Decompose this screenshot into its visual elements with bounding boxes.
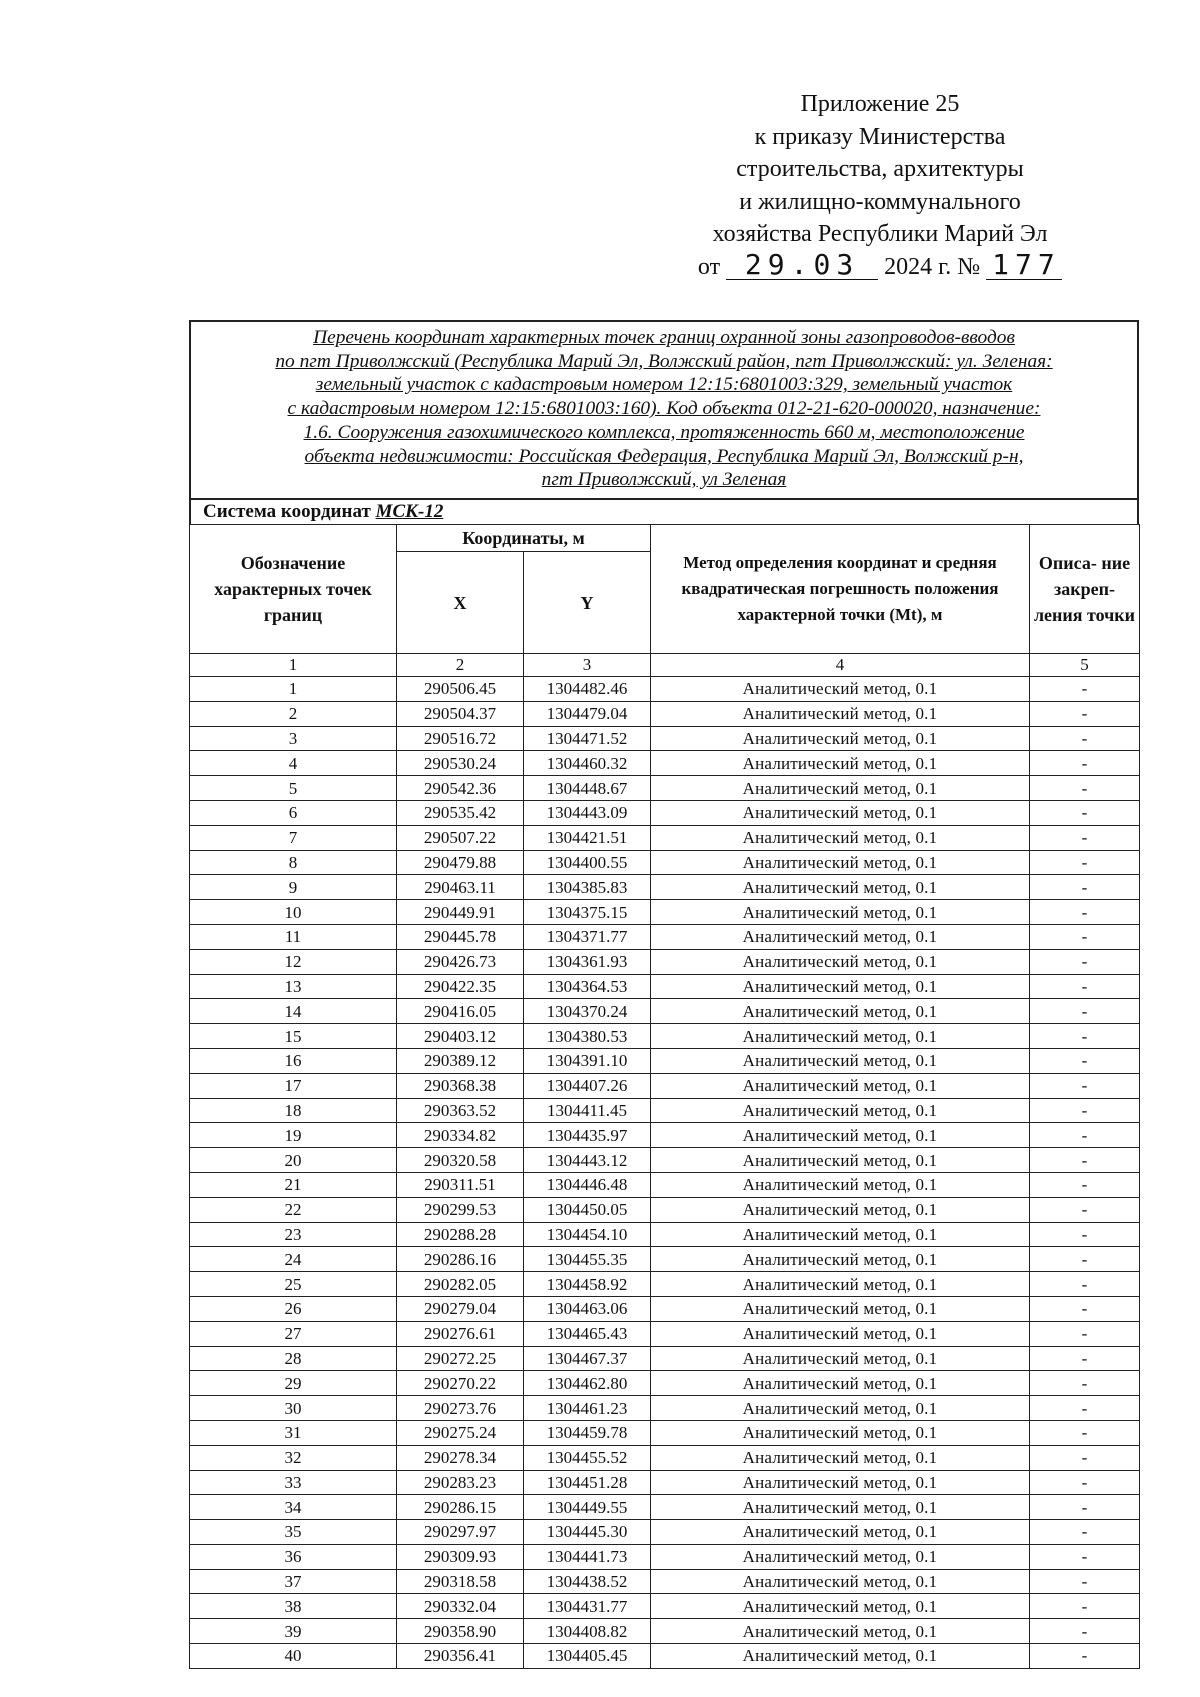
method: Аналитический метод, 0.1: [651, 1272, 1030, 1297]
fixation-description: -: [1030, 1148, 1140, 1173]
point-id: 23: [190, 1222, 397, 1247]
fixation-description: -: [1030, 1073, 1140, 1098]
column-number: 1: [190, 654, 397, 677]
fixation-description: -: [1030, 1445, 1140, 1470]
table-row: [190, 999, 1140, 1024]
coord-x: 290332.04: [397, 1594, 524, 1619]
fixation-description: -: [1030, 701, 1140, 726]
coord-y: 1304471.52: [524, 726, 651, 751]
table-row: [190, 1346, 1140, 1371]
fixation-description: -: [1030, 677, 1140, 702]
method: Аналитический метод, 0.1: [651, 701, 1030, 726]
table-row: [190, 900, 1140, 925]
coord-y: 1304421.51: [524, 825, 651, 850]
table-row: [190, 1048, 1140, 1073]
fixation-description: -: [1030, 776, 1140, 801]
table-row: [190, 1594, 1140, 1619]
method: Аналитический метод, 0.1: [651, 1296, 1030, 1321]
point-id: 2: [190, 701, 397, 726]
coord-x: 290283.23: [397, 1470, 524, 1495]
coord-y: 1304405.45: [524, 1644, 651, 1669]
coord-x: 290272.25: [397, 1346, 524, 1371]
method: Аналитический метод, 0.1: [651, 1470, 1030, 1495]
coord-y: 1304446.48: [524, 1172, 651, 1197]
point-id: 14: [190, 999, 397, 1024]
table-row: [190, 1569, 1140, 1594]
fixation-description: -: [1030, 1520, 1140, 1545]
coord-y: 1304370.24: [524, 999, 651, 1024]
method: Аналитический метод, 0.1: [651, 1594, 1030, 1619]
coord-y: 1304408.82: [524, 1619, 651, 1644]
method: Аналитический метод, 0.1: [651, 875, 1030, 900]
coordinate-system: [189, 498, 1139, 524]
title-line: земельный участок с кадастровым номером 12:15:6801003:329, земельный участок: [315, 374, 1013, 396]
point-id: 39: [190, 1619, 397, 1644]
title-line: по пгт Приволжский (Республика Марий Эл, Волжский район, пгт Приволжский: ул. Зеленая:: [275, 350, 1053, 372]
header-y: Y: [524, 552, 651, 654]
fixation-description: -: [1030, 1048, 1140, 1073]
column-number: 5: [1030, 654, 1140, 677]
coord-y: 1304407.26: [524, 1073, 651, 1098]
coord-x: 290318.58: [397, 1569, 524, 1594]
method: Аналитический метод, 0.1: [651, 1172, 1030, 1197]
header-coordinates: Координаты, м: [397, 525, 651, 552]
appendix-line: к приказу Министерства: [754, 123, 1006, 150]
point-id: 10: [190, 900, 397, 925]
method: Аналитический метод, 0.1: [651, 825, 1030, 850]
coord-x: 290358.90: [397, 1619, 524, 1644]
header-method: Метод определения координат и средняя квадратическая погрешность положения характерной точки (Mt), м: [651, 525, 1030, 654]
table-row: [190, 974, 1140, 999]
fixation-description: -: [1030, 1346, 1140, 1371]
order-date-line: [620, 247, 1140, 284]
point-id: 17: [190, 1073, 397, 1098]
method: Аналитический метод, 0.1: [651, 1148, 1030, 1173]
coordinate-system-label: Система координат: [203, 501, 371, 522]
table-row: [190, 1619, 1140, 1644]
coord-x: 290286.16: [397, 1247, 524, 1272]
method: Аналитический метод, 0.1: [651, 1073, 1030, 1098]
coord-x: 290449.91: [397, 900, 524, 925]
table-row: [190, 875, 1140, 900]
method: Аналитический метод, 0.1: [651, 1098, 1030, 1123]
method: Аналитический метод, 0.1: [651, 999, 1030, 1024]
coord-x: 290516.72: [397, 726, 524, 751]
appendix-line: Приложение 25: [800, 91, 960, 117]
coord-y: 1304461.23: [524, 1396, 651, 1421]
table-body: [190, 677, 1140, 1669]
fixation-description: -: [1030, 1619, 1140, 1644]
fixation-description: -: [1030, 875, 1140, 900]
coord-y: 1304371.77: [524, 924, 651, 949]
coord-y: 1304431.77: [524, 1594, 651, 1619]
fixation-description: -: [1030, 1197, 1140, 1222]
point-id: 9: [190, 875, 397, 900]
column-number: 2: [397, 654, 524, 677]
fixation-description: -: [1030, 1172, 1140, 1197]
coord-x: 290389.12: [397, 1048, 524, 1073]
fixation-description: -: [1030, 850, 1140, 875]
header-designation: Обозначение характерных точек границ: [190, 525, 397, 654]
table-row: [190, 1272, 1140, 1297]
table-row: [190, 1644, 1140, 1669]
fixation-description: -: [1030, 1495, 1140, 1520]
fixation-description: -: [1030, 751, 1140, 776]
coord-x: 290445.78: [397, 924, 524, 949]
coord-x: 290334.82: [397, 1123, 524, 1148]
coord-y: 1304443.12: [524, 1148, 651, 1173]
coord-x: 290356.41: [397, 1644, 524, 1669]
point-id: 22: [190, 1197, 397, 1222]
table-row: [190, 1296, 1140, 1321]
coord-x: 290504.37: [397, 701, 524, 726]
coordinates-table: [189, 524, 1140, 1669]
table-row: [190, 1098, 1140, 1123]
title-line: 1.6. Сооружения газохимического комплекса, протяженность 660 м, местоположение: [303, 421, 1025, 443]
method: Аналитический метод, 0.1: [651, 974, 1030, 999]
fixation-description: -: [1030, 1371, 1140, 1396]
appendix-line: и жилищно-коммунального: [739, 188, 1021, 215]
point-id: 38: [190, 1594, 397, 1619]
table-row: [190, 1247, 1140, 1272]
coord-y: 1304455.35: [524, 1247, 651, 1272]
coord-y: 1304451.28: [524, 1470, 651, 1495]
coord-x: 290506.45: [397, 677, 524, 702]
table-row: [190, 1371, 1140, 1396]
coord-x: 290535.42: [397, 800, 524, 825]
fixation-description: -: [1030, 1644, 1140, 1669]
appendix-line: хозяйства Республики Марий Эл: [712, 221, 1048, 247]
handwritten-order-number: 177: [986, 251, 1062, 280]
table-row: [190, 1544, 1140, 1569]
coord-x: 290363.52: [397, 1098, 524, 1123]
coord-y: 1304449.55: [524, 1495, 651, 1520]
table-row: [190, 1420, 1140, 1445]
fixation-description: -: [1030, 1470, 1140, 1495]
table-row: [190, 1495, 1140, 1520]
coord-y: 1304448.67: [524, 776, 651, 801]
table-row: [190, 1520, 1140, 1545]
method: Аналитический метод, 0.1: [651, 1197, 1030, 1222]
fixation-description: -: [1030, 1594, 1140, 1619]
coord-x: 290479.88: [397, 850, 524, 875]
coord-y: 1304441.73: [524, 1544, 651, 1569]
date-prefix: от: [697, 253, 721, 280]
title-line: пгт Приволжский, ул Зеленая: [541, 469, 787, 491]
fixation-description: -: [1030, 1396, 1140, 1421]
table-row: [190, 726, 1140, 751]
table-row: [190, 1123, 1140, 1148]
point-id: 12: [190, 949, 397, 974]
coord-x: 290288.28: [397, 1222, 524, 1247]
coord-x: 290311.51: [397, 1172, 524, 1197]
fixation-description: -: [1030, 1272, 1140, 1297]
column-number-row: [190, 654, 1140, 677]
table-row: [190, 924, 1140, 949]
point-id: 15: [190, 1024, 397, 1049]
method: Аналитический метод, 0.1: [651, 1321, 1030, 1346]
method: Аналитический метод, 0.1: [651, 949, 1030, 974]
fixation-description: -: [1030, 1569, 1140, 1594]
table-row: [190, 800, 1140, 825]
table-row: [190, 701, 1140, 726]
coord-y: 1304454.10: [524, 1222, 651, 1247]
coord-x: 290282.05: [397, 1272, 524, 1297]
coord-y: 1304391.10: [524, 1048, 651, 1073]
point-id: 27: [190, 1321, 397, 1346]
coord-x: 290299.53: [397, 1197, 524, 1222]
table-row: [190, 1172, 1140, 1197]
point-id: 16: [190, 1048, 397, 1073]
point-id: 24: [190, 1247, 397, 1272]
fixation-description: -: [1030, 726, 1140, 751]
point-id: 1: [190, 677, 397, 702]
fixation-description: -: [1030, 999, 1140, 1024]
fixation-description: -: [1030, 1222, 1140, 1247]
coord-x: 290309.93: [397, 1544, 524, 1569]
header-description: Описа- ние закреп- ления точки: [1030, 525, 1140, 654]
coord-y: 1304380.53: [524, 1024, 651, 1049]
table-row: [190, 1222, 1140, 1247]
fixation-description: -: [1030, 1024, 1140, 1049]
point-id: 8: [190, 850, 397, 875]
coord-y: 1304450.05: [524, 1197, 651, 1222]
coord-x: 290422.35: [397, 974, 524, 999]
method: Аналитический метод, 0.1: [651, 1619, 1030, 1644]
coordinates-table-block: [189, 320, 1139, 1669]
coord-y: 1304361.93: [524, 949, 651, 974]
point-id: 37: [190, 1569, 397, 1594]
point-id: 26: [190, 1296, 397, 1321]
method: Аналитический метод, 0.1: [651, 1520, 1030, 1545]
coord-y: 1304467.37: [524, 1346, 651, 1371]
point-id: 6: [190, 800, 397, 825]
table-row: [190, 1470, 1140, 1495]
coord-x: 290416.05: [397, 999, 524, 1024]
coord-y: 1304411.45: [524, 1098, 651, 1123]
point-id: 34: [190, 1495, 397, 1520]
method: Аналитический метод, 0.1: [651, 1495, 1030, 1520]
method: Аналитический метод, 0.1: [651, 1247, 1030, 1272]
coord-y: 1304435.97: [524, 1123, 651, 1148]
method: Аналитический метод, 0.1: [651, 776, 1030, 801]
coord-x: 290463.11: [397, 875, 524, 900]
coord-x: 290273.76: [397, 1396, 524, 1421]
coord-x: 290507.22: [397, 825, 524, 850]
table-row: [190, 850, 1140, 875]
point-id: 3: [190, 726, 397, 751]
coord-x: 290530.24: [397, 751, 524, 776]
point-id: 19: [190, 1123, 397, 1148]
table-row: [190, 949, 1140, 974]
coord-y: 1304364.53: [524, 974, 651, 999]
coord-y: 1304375.15: [524, 900, 651, 925]
fixation-description: -: [1030, 949, 1140, 974]
fixation-description: -: [1030, 800, 1140, 825]
point-id: 40: [190, 1644, 397, 1669]
table-row: [190, 1073, 1140, 1098]
point-id: 25: [190, 1272, 397, 1297]
coord-y: 1304400.55: [524, 850, 651, 875]
handwritten-date: 29.03: [726, 251, 878, 280]
coord-y: 1304463.06: [524, 1296, 651, 1321]
column-number: 3: [524, 654, 651, 677]
coord-y: 1304465.43: [524, 1321, 651, 1346]
method: Аналитический метод, 0.1: [651, 800, 1030, 825]
table-row: [190, 776, 1140, 801]
point-id: 13: [190, 974, 397, 999]
fixation-description: -: [1030, 1321, 1140, 1346]
point-id: 31: [190, 1420, 397, 1445]
coord-y: 1304462.80: [524, 1371, 651, 1396]
method: Аналитический метод, 0.1: [651, 900, 1030, 925]
coord-y: 1304458.92: [524, 1272, 651, 1297]
point-id: 5: [190, 776, 397, 801]
coord-y: 1304445.30: [524, 1520, 651, 1545]
method: Аналитический метод, 0.1: [651, 850, 1030, 875]
point-id: 33: [190, 1470, 397, 1495]
point-id: 18: [190, 1098, 397, 1123]
method: Аналитический метод, 0.1: [651, 1222, 1030, 1247]
title-line: объекта недвижимости: Российская Федерация, Республика Марий Эл, Волжский р-н,: [304, 445, 1024, 467]
method: Аналитический метод, 0.1: [651, 1569, 1030, 1594]
fixation-description: -: [1030, 1247, 1140, 1272]
method: Аналитический метод, 0.1: [651, 1544, 1030, 1569]
method: Аналитический метод, 0.1: [651, 924, 1030, 949]
point-id: 35: [190, 1520, 397, 1545]
coord-y: 1304482.46: [524, 677, 651, 702]
coord-y: 1304385.83: [524, 875, 651, 900]
method: Аналитический метод, 0.1: [651, 751, 1030, 776]
coord-x: 290426.73: [397, 949, 524, 974]
title-line: Перечень координат характерных точек границ охранной зоны газопроводов-вводов: [313, 327, 1015, 348]
table-row: [190, 1024, 1140, 1049]
fixation-description: -: [1030, 1123, 1140, 1148]
fixation-description: -: [1030, 900, 1140, 925]
coord-x: 290275.24: [397, 1420, 524, 1445]
table-title: [189, 320, 1139, 498]
table-row: [190, 1396, 1140, 1421]
method: Аналитический метод, 0.1: [651, 726, 1030, 751]
coord-x: 290368.38: [397, 1073, 524, 1098]
method: Аналитический метод, 0.1: [651, 677, 1030, 702]
coord-y: 1304459.78: [524, 1420, 651, 1445]
point-id: 4: [190, 751, 397, 776]
coord-x: 290278.34: [397, 1445, 524, 1470]
coord-y: 1304443.09: [524, 800, 651, 825]
fixation-description: -: [1030, 974, 1140, 999]
appendix-header: [620, 88, 1140, 283]
method: Аналитический метод, 0.1: [651, 1048, 1030, 1073]
fixation-description: -: [1030, 1544, 1140, 1569]
coord-x: 290286.15: [397, 1495, 524, 1520]
year-text: 2024 г. №: [884, 253, 981, 280]
table-row: [190, 677, 1140, 702]
table-row: [190, 751, 1140, 776]
coord-x: 290270.22: [397, 1371, 524, 1396]
method: Аналитический метод, 0.1: [651, 1024, 1030, 1049]
title-line: с кадастровым номером 12:15:6801003:160). Код объекта 012-21-620-000020, назначение:: [287, 398, 1041, 420]
table-row: [190, 825, 1140, 850]
table-row: [190, 1321, 1140, 1346]
point-id: 7: [190, 825, 397, 850]
header-x: X: [397, 552, 524, 654]
fixation-description: -: [1030, 1098, 1140, 1123]
coord-y: 1304438.52: [524, 1569, 651, 1594]
fixation-description: -: [1030, 1296, 1140, 1321]
method: Аналитический метод, 0.1: [651, 1371, 1030, 1396]
coord-y: 1304479.04: [524, 701, 651, 726]
coord-x: 290403.12: [397, 1024, 524, 1049]
point-id: 29: [190, 1371, 397, 1396]
coord-x: 290297.97: [397, 1520, 524, 1545]
point-id: 21: [190, 1172, 397, 1197]
table-row: [190, 1197, 1140, 1222]
coord-x: 290276.61: [397, 1321, 524, 1346]
point-id: 20: [190, 1148, 397, 1173]
coord-y: 1304455.52: [524, 1445, 651, 1470]
column-number: 4: [651, 654, 1030, 677]
coord-y: 1304460.32: [524, 751, 651, 776]
coord-x: 290320.58: [397, 1148, 524, 1173]
point-id: 32: [190, 1445, 397, 1470]
table-row: [190, 1445, 1140, 1470]
method: Аналитический метод, 0.1: [651, 1644, 1030, 1669]
coord-x: 290279.04: [397, 1296, 524, 1321]
fixation-description: -: [1030, 825, 1140, 850]
appendix-line: строительства, архитектуры: [736, 156, 1024, 182]
point-id: 30: [190, 1396, 397, 1421]
table-row: [190, 1148, 1140, 1173]
fixation-description: -: [1030, 1420, 1140, 1445]
point-id: 28: [190, 1346, 397, 1371]
fixation-description: -: [1030, 924, 1140, 949]
point-id: 11: [190, 924, 397, 949]
method: Аналитический метод, 0.1: [651, 1123, 1030, 1148]
coordinate-system-value: МСК-12: [375, 501, 444, 522]
method: Аналитический метод, 0.1: [651, 1346, 1030, 1371]
coord-x: 290542.36: [397, 776, 524, 801]
method: Аналитический метод, 0.1: [651, 1445, 1030, 1470]
point-id: 36: [190, 1544, 397, 1569]
method: Аналитический метод, 0.1: [651, 1396, 1030, 1421]
method: Аналитический метод, 0.1: [651, 1420, 1030, 1445]
